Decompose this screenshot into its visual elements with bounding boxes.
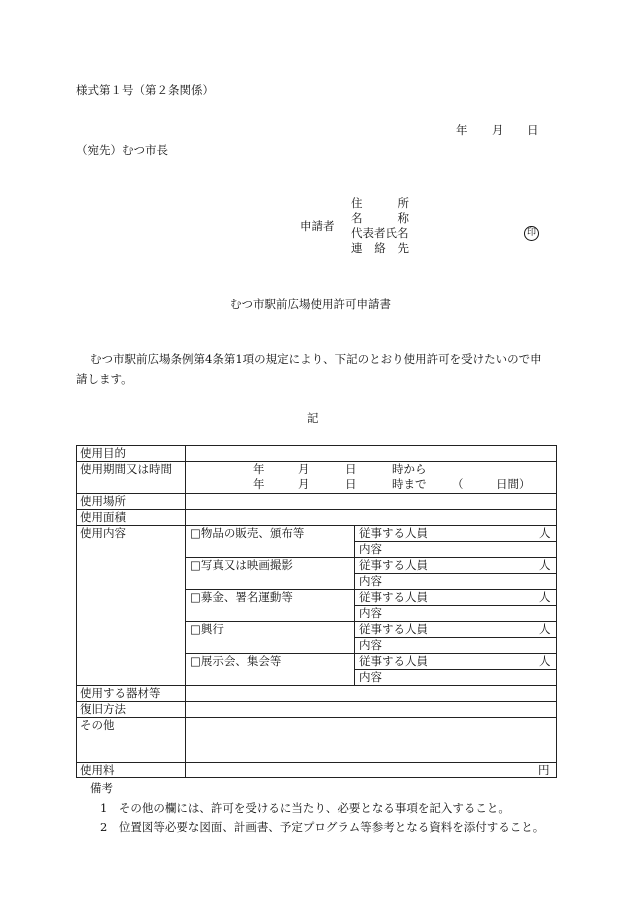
area-label: 使用面積 xyxy=(80,510,126,524)
other-label: その他 xyxy=(80,718,115,732)
addressee: （宛先）むつ市長 xyxy=(76,143,168,157)
detail-label: 内容 xyxy=(359,670,382,684)
content-label: 使用内容 xyxy=(80,526,126,540)
intro-line-2: 請します。 xyxy=(76,372,133,386)
detail-label: 内容 xyxy=(359,574,382,588)
fee-label: 使用料 xyxy=(80,763,115,777)
category-photo-checkbox[interactable]: □写真又は映画撮影 xyxy=(190,558,293,572)
remark-item: 1 その他の欄には、許可を受けるに当たり、必要となる事項を記入すること。 xyxy=(100,801,510,815)
date-year-label: 年 xyxy=(456,123,468,137)
period-end-day: 日 xyxy=(345,477,357,491)
category-performance-checkbox[interactable]: □興行 xyxy=(190,622,224,636)
period-days-open: （ xyxy=(452,477,464,491)
staff-label: 従事する人員 xyxy=(359,558,428,572)
document-title: むつ市駅前広場使用許可申請書 xyxy=(230,297,391,311)
period-end-year: 年 xyxy=(253,477,265,491)
fee-unit: 円 xyxy=(538,763,550,777)
intro-line-1: むつ市駅前広場条例第4条第1項の規定により、下記のとおり使用許可を受けたいので申 xyxy=(90,352,542,366)
period-days: 日間） xyxy=(496,477,531,491)
period-start-time: 時から xyxy=(392,462,427,476)
equipment-label: 使用する器材等 xyxy=(80,686,161,700)
restoration-label: 復旧方法 xyxy=(80,702,126,716)
category-sales-checkbox[interactable]: □物品の販売、頒布等 xyxy=(190,526,305,540)
note-heading: 記 xyxy=(307,411,319,425)
purpose-label: 使用目的 xyxy=(80,446,126,460)
form-number: 様式第１号（第２条関係） xyxy=(76,83,214,97)
address-label: 住 所 xyxy=(351,196,409,210)
date-month-label: 月 xyxy=(492,123,504,137)
period-start-month: 月 xyxy=(298,462,310,476)
staff-unit: 人 xyxy=(539,558,551,572)
period-end-month: 月 xyxy=(298,477,310,491)
staff-unit: 人 xyxy=(539,654,551,668)
staff-unit: 人 xyxy=(539,622,551,636)
detail-label: 内容 xyxy=(359,638,382,652)
remarks-heading: 備考 xyxy=(90,781,113,795)
staff-label: 従事する人員 xyxy=(359,622,428,636)
application-form-table xyxy=(76,445,557,778)
staff-label: 従事する人員 xyxy=(359,590,428,604)
representative-label: 代表者氏名 xyxy=(351,226,409,240)
category-exhibition-checkbox[interactable]: □展示会、集会等 xyxy=(190,654,282,668)
date-day-label: 日 xyxy=(527,123,539,137)
period-start-day: 日 xyxy=(345,462,357,476)
staff-unit: 人 xyxy=(539,526,551,540)
staff-unit: 人 xyxy=(539,590,551,604)
category-fundraising-checkbox[interactable]: □募金、署名運動等 xyxy=(190,590,293,604)
staff-label: 従事する人員 xyxy=(359,526,428,540)
seal-mark: 印 xyxy=(524,226,539,241)
period-start-year: 年 xyxy=(253,462,265,476)
staff-label: 従事する人員 xyxy=(359,654,428,668)
detail-label: 内容 xyxy=(359,606,382,620)
place-label: 使用場所 xyxy=(80,494,126,508)
contact-label: 連 絡 先 xyxy=(351,241,409,255)
period-end-time: 時まで xyxy=(392,477,427,491)
detail-label: 内容 xyxy=(359,542,382,556)
applicant-label: 申請者 xyxy=(300,219,335,233)
remark-item: 2 位置図等必要な図面、計画書、予定プログラム等参考となる資料を添付すること。 xyxy=(100,820,545,834)
name-label: 名 称 xyxy=(351,211,409,225)
period-label: 使用期間又は時間 xyxy=(80,462,172,476)
